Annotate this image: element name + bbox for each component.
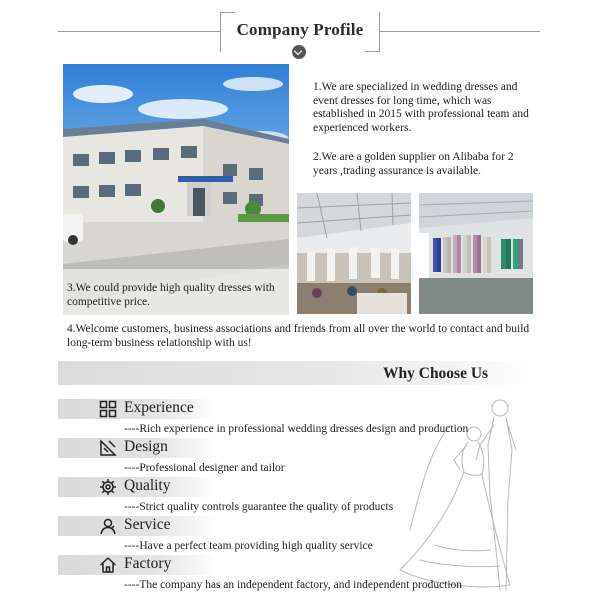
service-person-icon (99, 517, 117, 535)
why-choose-us-title: Why Choose Us (383, 365, 489, 382)
feature-desc-experience: ----Rich experience in professional wedding dresses design and production (124, 423, 469, 435)
profile-paragraph-3: 3.We could provide high quality dresses with competitive price. (67, 282, 275, 308)
grid-icon (99, 400, 117, 418)
feature-title-experience: Experience (124, 399, 194, 416)
factory-building-photo (63, 64, 289, 315)
profile-paragraph-4: 4.Welcome customers, business associations and friends from all over the world to contact and build long-term business relationship with us! (67, 323, 530, 349)
design-tools-icon (99, 439, 117, 457)
profile-paragraph-2: 2.We are a golden supplier on Alibaba for 2 years ,trading assurance is available. (313, 151, 514, 177)
chevron-down-icon (292, 45, 306, 59)
gear-icon (99, 478, 117, 496)
header-divider-right (380, 31, 540, 32)
workshop-photo (297, 193, 411, 314)
feature-desc-factory: ----The company has an independent factory, and independent production (124, 579, 463, 591)
feature-title-service: Service (124, 516, 171, 533)
showroom-racks-photo (419, 193, 533, 314)
feature-title-quality: Quality (124, 477, 171, 494)
profile-paragraph-1: 1.We are specialized in wedding dresses and event dresses for long time, which was established in 2015 with professional team and experienced workers. (313, 81, 529, 134)
feature-desc-quality: ----Strict quality controls guarantee the quality of products (124, 501, 394, 513)
wedding-couple-illustration (390, 390, 550, 595)
header-divider-left (58, 31, 220, 32)
feature-desc-design: ----Professional designer and tailor (124, 462, 285, 474)
home-icon (99, 556, 117, 574)
page-title: Company Profile (236, 20, 364, 39)
feature-desc-service: ----Have a perfect team providing high quality service (124, 540, 373, 552)
feature-title-design: Design (124, 438, 168, 455)
feature-title-factory: Factory (124, 555, 172, 572)
